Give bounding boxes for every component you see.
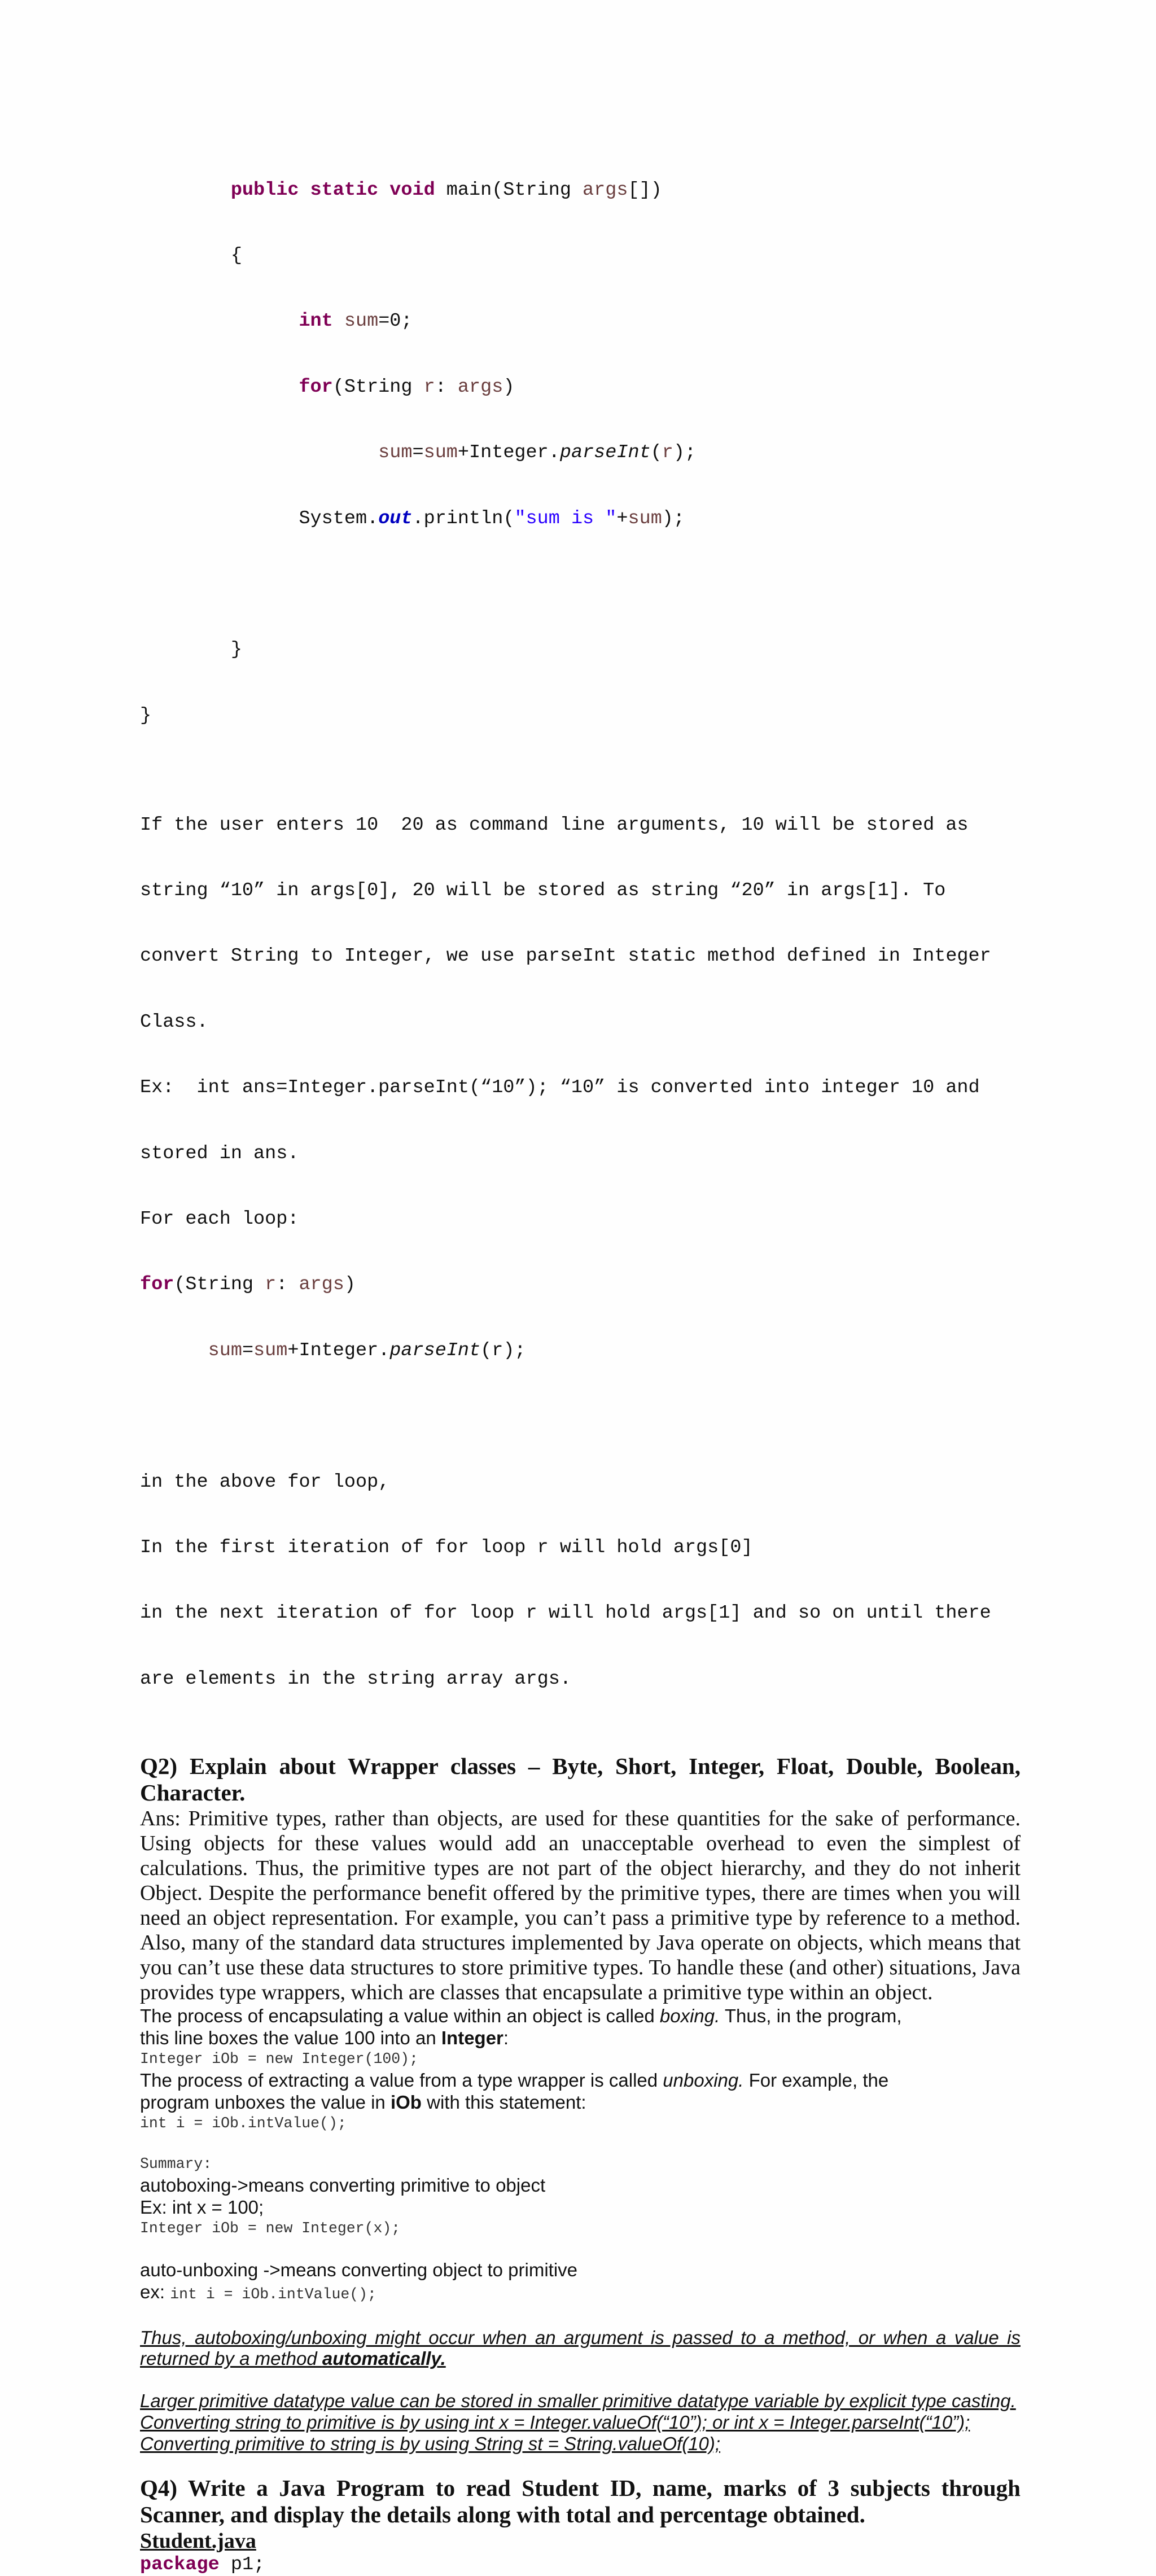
code-line: int sum=0; — [299, 310, 413, 332]
text-line: For each loop: — [140, 1208, 299, 1230]
autoboxing-code: Integer iOb = new Integer(x); — [140, 2220, 401, 2237]
code-line: sum=sum+Integer.parseInt(r); — [378, 442, 697, 464]
conversion-notes — [140, 2390, 1021, 2455]
text-line: are elements in the string array args. — [140, 1668, 571, 1690]
code-line: { — [230, 244, 242, 266]
auto-unboxing-text: auto-unboxing ->means converting object to primitive — [140, 2259, 578, 2281]
file-name: Student.java — [140, 2529, 256, 2553]
text-line: in the next iteration of for loop r will hold args[1] and so on until there — [140, 1602, 991, 1624]
code-line: public static void main(String args[]) — [230, 179, 662, 201]
unboxing-code: int i = iOb.intValue(); — [140, 2115, 347, 2132]
code-line — [140, 573, 1021, 595]
autoboxing-note: Thus, autoboxing/unboxing might occur when an argument is passed to a method, or when a value is returned by a method automatically. — [140, 2327, 1021, 2369]
auto-unboxing-example: ex: int i = iOb.intValue(); — [140, 2281, 376, 2303]
text-line: In the first iteration of for loop r will hold args[0] — [140, 1537, 753, 1558]
package-line: package p1; — [140, 2554, 265, 2576]
document-page — [140, 135, 1021, 2576]
code-line: for(String r: args) — [299, 376, 515, 398]
code-line: } — [230, 639, 242, 661]
note-line: Converting primitive to string is by using String st = String.valueOf(10); — [140, 2433, 721, 2455]
text-line: stored in ans. — [140, 1142, 299, 1164]
text-line: in the above for loop, — [140, 1471, 390, 1493]
text-line: If the user enters 10 20 as command line arguments, 10 will be stored as — [140, 814, 969, 836]
boxing-paragraph: The process of encapsulating a value within an object is called boxing. Thus, in the program, this line boxes the value 100 into an Integer: — [140, 2005, 902, 2049]
unboxing-paragraph: The process of extracting a value from a type wrapper is called unboxing. For example, the program unboxes the value in iOb with this statement: — [140, 2070, 889, 2113]
code-line: System.out.println("sum is "+sum); — [299, 507, 685, 529]
code-line: sum=sum+Integer.parseInt(r); — [208, 1339, 526, 1361]
note-line: Converting string to primitive is by using int x = Integer.valueOf(“10”); or int x = Integer.parseInt(“10”); — [140, 2412, 970, 2433]
note-line: Larger primitive datatype value can be stored in smaller primitive datatype variable by explicit type casting. — [140, 2390, 1016, 2412]
summary-label: Summary: — [140, 2156, 212, 2173]
code-line: for(String r: args) — [140, 1274, 356, 1296]
question-4-heading: Q4) Write a Java Program to read Student ID, name, marks of 3 subjects through Scanner, and display the details along with total and percentage obtained. — [140, 2475, 1021, 2528]
question-2-answer: Ans: Primitive types, rather than objects, are used for these quantities for the sake of performance. Using objects for these values would add an unacceptable overhead to even the simplest of calculations. Thus, the primitive types are not part of the object hierarchy, and they do not inherit Object. Despite the performance benefit offered by the primitive types, there are times when you will need an object representation. For example, you can’t pass a primitive type by reference to a method. Also, many of the standard data structures implemented by Java operate on objects, which means that you can’t use these data structures to store primitive types. To handle these (and other) situations, Java provides type wrappers, which are classes that encapsulate a primitive type within an object. — [140, 1807, 1021, 2005]
autoboxing-text: autoboxing->means converting primitive to object — [140, 2175, 546, 2196]
autoboxing-example: Ex: int x = 100; — [140, 2197, 264, 2218]
explanation-text — [140, 770, 1021, 1734]
code-line: } — [140, 704, 152, 726]
text-line: Class. — [140, 1011, 208, 1033]
boxing-code: Integer iOb = new Integer(100); — [140, 2051, 418, 2068]
blank-line — [140, 1405, 1021, 1427]
question-2-heading: Q2) Explain about Wrapper classes – Byte, Short, Integer, Float, Double, Boolean, Character. — [140, 1753, 1021, 1806]
code-block-main — [140, 135, 1021, 770]
text-line: Ex: int ans=Integer.parseInt(“10”); “10” is converted into integer 10 and — [140, 1077, 980, 1099]
text-line: string “10” in args[0], 20 will be stored as string “20” in args[1]. To — [140, 880, 946, 902]
text-line: convert String to Integer, we use parseInt static method defined in Integer — [140, 945, 991, 967]
